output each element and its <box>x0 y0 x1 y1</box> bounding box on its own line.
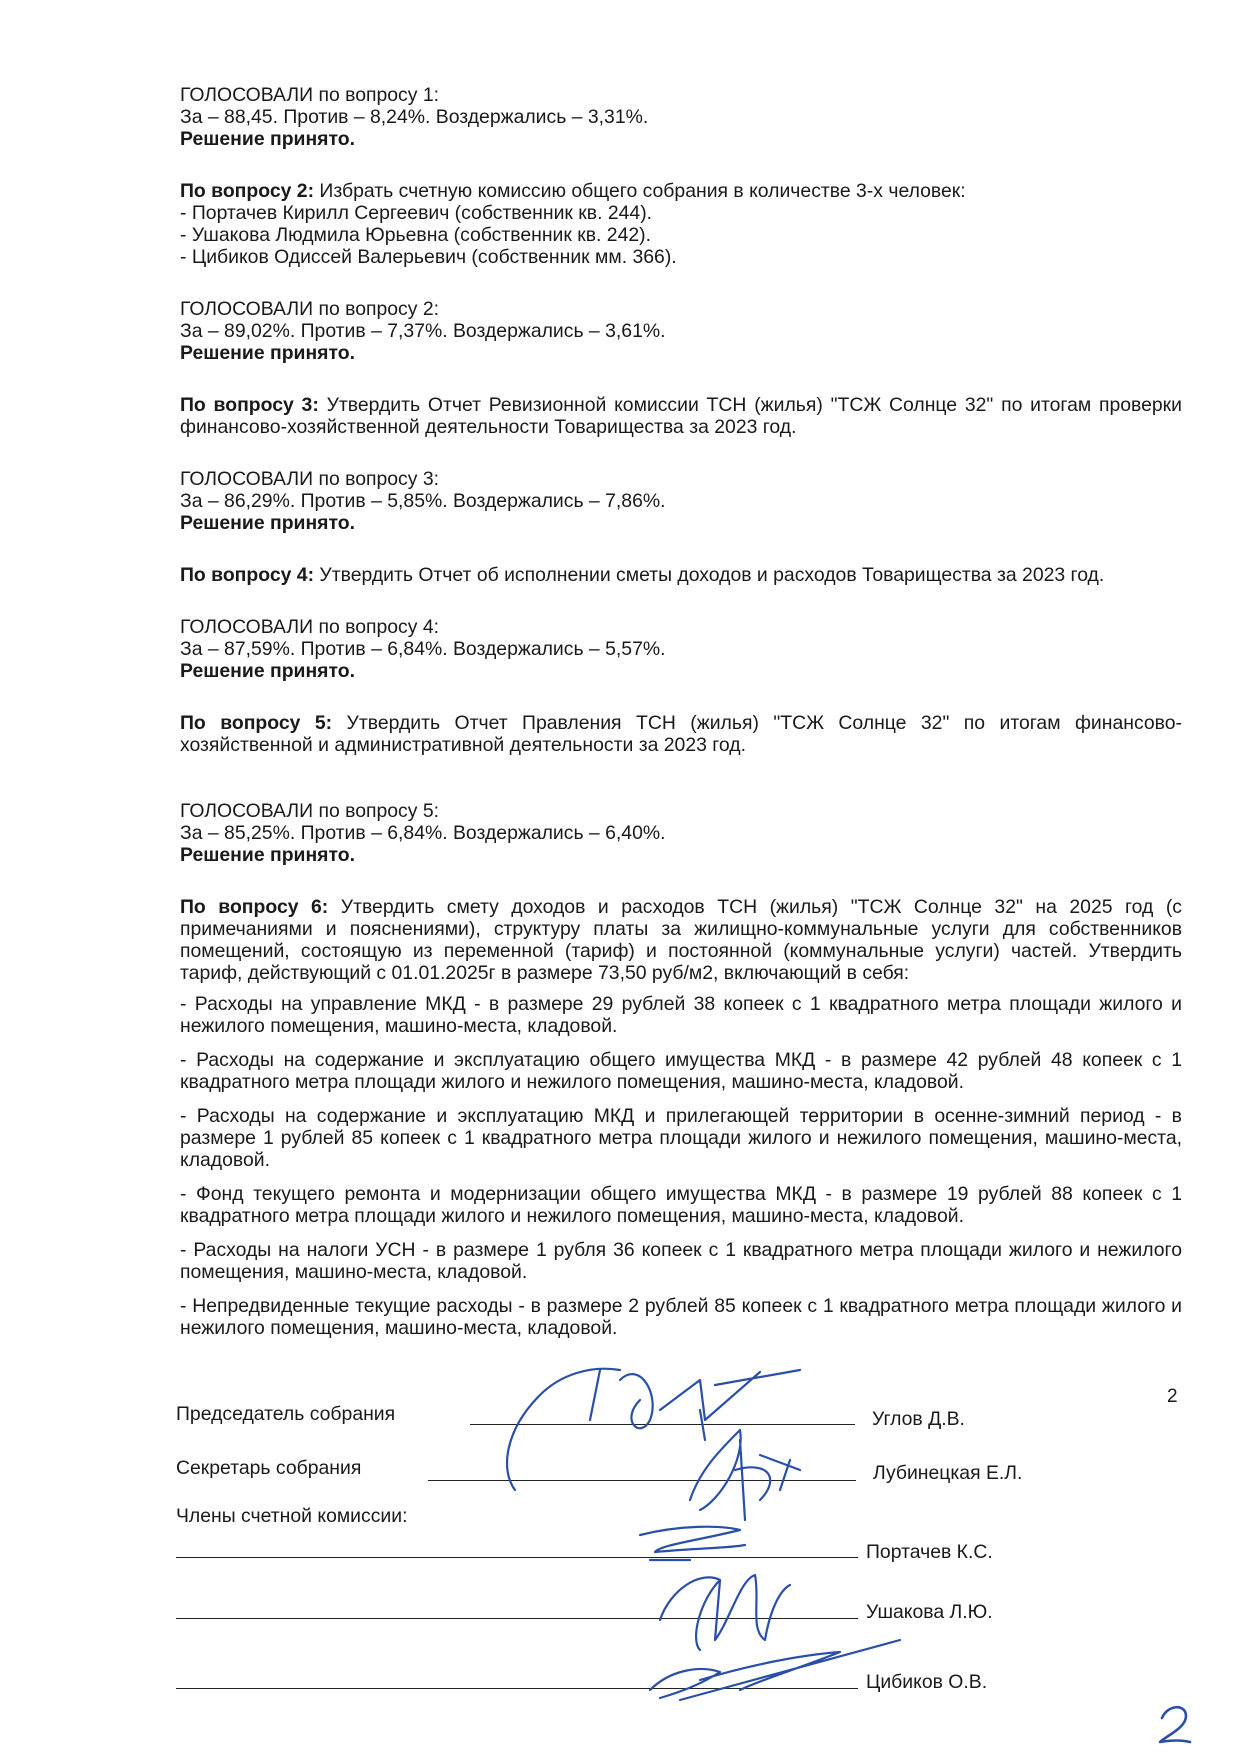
vote-heading: ГОЛОСОВАЛИ по вопросу 3: <box>180 468 439 490</box>
commission-member: - Ушакова Людмила Юрьевна (собственник кв. 242). <box>180 224 651 246</box>
vote-result: За – 87,59%. Против – 6,84%. Воздержались – 5,57%. <box>180 638 666 660</box>
chair-signature <box>507 1369 800 1490</box>
question-text: Утвердить смету доходов и расходов ТСН (жилья) "ТСЖ Солнце 32" на 2025 год (с примечаниями и пояснениями), структуру платы за жилищно-коммунальные услуги для собственников помещений, состоящую из переменной (тариф) и постоянной (коммунальные услуги) частей. Утвердить тариф, действующий с 01.01.2025г в размере 73,50 руб/м2, включающий в себя: <box>180 896 1182 984</box>
decision-text: Решение принято. <box>180 844 355 866</box>
tariff-item: - Расходы на содержание и эксплуатацию МКД и прилегающей территории в осенне-зимний период - в размере 1 рублей 85 копеек с 1 квадратного метра площади жилого и нежилого помещения, машино-места, кладовой. <box>180 1105 1182 1171</box>
vote-result: За – 85,25%. Против – 6,84%. Воздержались – 6,40%. <box>180 822 666 844</box>
tariff-item: - Расходы на налоги УСН - в размере 1 рубля 36 копеек с 1 квадратного метра площади жилого и нежилого помещения, машино-места, кладовой. <box>180 1239 1182 1283</box>
commission-member: - Цибиков Одиссей Валерьевич (собственник мм. 366). <box>180 246 677 268</box>
vote-result: За – 86,29%. Против – 5,85%. Воздержались – 7,86%. <box>180 490 666 512</box>
question-label: По вопросу 2: <box>180 180 315 202</box>
decision-text: Решение принято. <box>180 128 355 150</box>
member2-signature <box>660 1575 790 1650</box>
question-text: Утвердить Отчет Ревизионной комиссии ТСН (жилья) "ТСЖ Солнце 32" по итогам проверки финансово-хозяйственной деятельности Товарищества за 2023 год. <box>180 394 1182 438</box>
secretary-label: Секретарь собрания <box>176 1457 362 1479</box>
question-label: По вопросу 6: <box>180 896 329 918</box>
member1-signature <box>640 1527 745 1560</box>
vote-heading: ГОЛОСОВАЛИ по вопросу 5: <box>180 800 439 822</box>
tariff-item: - Фонд текущего ремонта и модернизации общего имущества МКД - в размере 19 рублей 88 копеек с 1 квадратного метра площади жилого и нежилого помещения, машино-места, кладовой. <box>180 1183 1182 1227</box>
secretary-name: Лубинецкая Е.Л. <box>873 1462 1023 1484</box>
tariff-item: - Расходы на содержание и эксплуатацию общего имущества МКД - в размере 42 рублей 48 копеек с 1 квадратного метра площади жилого и нежилого помещения, машино-места, кладовой. <box>180 1049 1182 1093</box>
member3-name: Цибиков О.В. <box>866 1671 988 1693</box>
vote-result: За – 89,02%. Против – 7,37%. Воздержались – 3,61%. <box>180 320 666 342</box>
member3-signature <box>650 1640 900 1700</box>
vote-heading: ГОЛОСОВАЛИ по вопросу 1: <box>180 84 439 106</box>
decision-text: Решение принято. <box>180 512 355 534</box>
member1-name: Портачев К.С. <box>866 1541 993 1563</box>
decision-text: Решение принято. <box>180 660 355 682</box>
question-label: По вопросу 4: <box>180 564 315 586</box>
chair-label: Председатель собрания <box>176 1403 396 1425</box>
page-number: 2 <box>1167 1386 1178 1407</box>
tariff-item: - Расходы на управление МКД - в размере 29 рублей 38 копеек с 1 квадратного метра площади жилого и нежилого помещения, машино-места, кладовой. <box>180 993 1182 1037</box>
vote-heading: ГОЛОСОВАЛИ по вопросу 2: <box>180 298 439 320</box>
handwritten-page-number <box>1160 1707 1190 1742</box>
question-text: Утвердить Отчет Правления ТСН (жилья) "ТСЖ Солнце 32" по итогам финансово-хозяйственной и административной деятельности за 2023 год. <box>180 712 1182 756</box>
tariff-item: - Непредвиденные текущие расходы - в размере 2 рублей 85 копеек с 1 квадратного метра площади жилого и нежилого помещения, машино-места, кладовой. <box>180 1295 1182 1339</box>
question-label: По вопросу 3: <box>180 394 319 416</box>
vote-heading: ГОЛОСОВАЛИ по вопросу 4: <box>180 616 439 638</box>
decision-text: Решение принято. <box>180 342 355 364</box>
question-text: Избрать счетную комиссию общего собрания в количестве 3-х человек: <box>314 180 966 202</box>
question-label: По вопросу 5: <box>180 712 333 734</box>
commission-label: Члены счетной комиссии: <box>176 1505 408 1527</box>
member2-name: Ушакова Л.Ю. <box>866 1601 993 1623</box>
secretary-signature <box>690 1430 800 1520</box>
question-text: Утвердить Отчет об исполнении сметы доходов и расходов Товарищества за 2023 год. <box>314 564 1105 586</box>
chair-name: Углов Д.В. <box>872 1408 965 1430</box>
commission-member: - Портачев Кирилл Сергеевич (собственник кв. 244). <box>180 202 653 224</box>
vote-result: За – 88,45. Против – 8,24%. Воздержались – 3,31%. <box>180 106 649 128</box>
